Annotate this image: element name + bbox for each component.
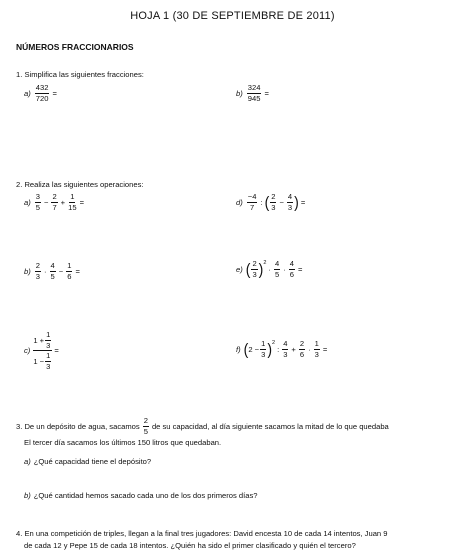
question-3-line-2: El tercer día sacamos los últimos 150 litros que quedaban. xyxy=(24,438,222,447)
denominator: 3 xyxy=(261,349,266,359)
equals-sign: = xyxy=(297,264,303,274)
fraction xyxy=(314,340,320,358)
numerator: 432 xyxy=(35,83,49,92)
fraction xyxy=(247,84,262,102)
question-3-part-b xyxy=(24,491,258,500)
open-paren: ( xyxy=(245,260,251,278)
fraction xyxy=(287,193,293,211)
equals-sign: = xyxy=(322,344,328,354)
close-paren: ) xyxy=(258,260,264,278)
numerator: 4 xyxy=(283,339,288,348)
exercise-label: b) xyxy=(24,491,31,500)
exponent: 2 xyxy=(263,260,267,266)
equals-sign: = xyxy=(54,346,59,356)
fraction xyxy=(143,417,149,435)
operator: − xyxy=(44,197,49,207)
exercise-label: c) xyxy=(24,346,31,356)
operator: + xyxy=(60,197,66,207)
q1-exercise-b xyxy=(236,84,271,102)
section-heading: NÚMEROS FRACCIONARIOS xyxy=(16,42,134,52)
fraction xyxy=(289,260,295,278)
numerator: 1 xyxy=(261,339,266,348)
numerator: 4 xyxy=(274,259,280,268)
equals-sign: = xyxy=(52,88,57,98)
question-text: 3. De un depósito de agua, sacamos xyxy=(16,421,140,431)
operator: · xyxy=(283,264,286,274)
fraction xyxy=(247,193,258,211)
denominator: 3 xyxy=(287,202,293,212)
question-3-line-1 xyxy=(16,417,389,435)
operator: · xyxy=(268,264,271,274)
operator: − xyxy=(58,266,64,276)
exponent: 2 xyxy=(272,340,276,346)
q2-exercise-c xyxy=(24,331,61,370)
exercise-label: b) xyxy=(236,88,243,98)
denominator: 5 xyxy=(274,269,280,279)
fraction xyxy=(68,193,76,211)
exercise-label: e) xyxy=(236,264,243,274)
exercise-label: b) xyxy=(24,266,31,276)
numerator: 4 xyxy=(289,259,294,268)
numerator: 4 xyxy=(50,261,55,270)
operator: · xyxy=(308,344,311,354)
question-1-text: 1. Simplifica las siguientes fracciones: xyxy=(16,70,144,79)
denominator: 3 xyxy=(314,349,319,359)
numerator: −4 xyxy=(247,192,257,201)
operator: : xyxy=(260,197,263,207)
denominator-text: 1 − xyxy=(33,356,45,366)
complex-fraction xyxy=(33,331,52,370)
denominator: 15 xyxy=(68,202,77,212)
q2-exercise-b xyxy=(24,262,82,280)
close-paren: ) xyxy=(294,193,299,211)
q2-exercise-f xyxy=(236,340,329,358)
numerator: 2 xyxy=(35,261,40,270)
numerator: 2 xyxy=(252,259,257,268)
numerator: 2 xyxy=(299,339,305,348)
complex-numerator xyxy=(33,331,52,351)
complex-denominator xyxy=(33,351,52,370)
exercise-label: a) xyxy=(24,457,31,466)
fraction xyxy=(35,193,41,211)
fraction xyxy=(282,340,288,358)
question-text: de su capacidad, al día siguiente sacamos la mitad de lo que quedaba xyxy=(151,421,389,431)
exercise-label: a) xyxy=(24,197,31,207)
equals-sign: = xyxy=(300,197,306,207)
q2-exercise-d xyxy=(236,193,307,211)
close-paren: ) xyxy=(267,340,272,358)
numerator: 2 xyxy=(143,416,148,425)
numerator: 324 xyxy=(247,83,261,92)
exercise-label: f) xyxy=(236,344,241,354)
part-text: ¿Qué capacidad tiene el depósito? xyxy=(33,457,152,466)
q2-exercise-a xyxy=(24,193,86,211)
denominator: 945 xyxy=(247,93,261,103)
numerator: 2 xyxy=(52,192,57,201)
denominator: 3 xyxy=(283,349,288,359)
numerator: 1 xyxy=(46,330,51,339)
numerator: 1 xyxy=(46,351,51,361)
leading-term: 2 − xyxy=(248,344,260,354)
denominator: 3 xyxy=(46,340,51,350)
question-2-text: 2. Realiza las siguientes operaciones: xyxy=(16,180,144,189)
page-title: HOJA 1 (30 DE SEPTIEMBRE DE 2011) xyxy=(130,10,335,22)
fraction xyxy=(45,352,51,370)
denominator: 6 xyxy=(299,349,305,359)
operator: · xyxy=(44,266,47,276)
q2-exercise-e xyxy=(236,260,304,278)
denominator: 3 xyxy=(46,361,51,371)
fraction xyxy=(35,84,50,102)
numerator: 1 xyxy=(67,261,72,270)
fraction xyxy=(260,340,266,358)
fraction xyxy=(66,262,72,280)
denominator: 5 xyxy=(50,271,55,281)
numerator: 4 xyxy=(287,192,293,201)
denominator: 6 xyxy=(67,271,72,281)
part-text: ¿Qué cantidad hemos sacado cada uno de los dos primeros días? xyxy=(33,491,258,500)
exercise-label: a) xyxy=(24,88,31,98)
numerator: 3 xyxy=(35,192,40,201)
denominator: 3 xyxy=(35,271,40,281)
fraction xyxy=(35,262,41,280)
denominator: 7 xyxy=(52,202,57,212)
question-4-line-1: 4. En una competición de triples, llegan a la final tres jugadores: David encesta 10 de cada 14 intentos, Juan 9 xyxy=(16,529,388,538)
exercise-label: d) xyxy=(236,197,243,207)
equals-sign: = xyxy=(75,266,80,276)
fraction xyxy=(299,340,305,358)
fraction xyxy=(274,260,280,278)
denominator: 720 xyxy=(35,93,49,103)
question-3-part-a xyxy=(24,457,151,466)
equals-sign: = xyxy=(79,197,84,207)
fraction xyxy=(45,331,51,349)
fraction xyxy=(51,193,57,211)
denominator: 3 xyxy=(271,202,276,212)
denominator: 6 xyxy=(289,269,294,279)
numerator: 2 xyxy=(271,192,276,201)
fraction xyxy=(251,260,257,278)
open-paren: ( xyxy=(264,193,270,211)
fraction xyxy=(50,262,56,280)
numerator-text: 1 + xyxy=(33,335,45,345)
denominator: 7 xyxy=(249,202,255,212)
equals-sign: = xyxy=(264,88,269,98)
numerator: 1 xyxy=(70,192,75,201)
operator: + xyxy=(291,344,296,354)
q1-exercise-a xyxy=(24,84,59,102)
operator: : xyxy=(277,344,280,354)
fraction xyxy=(270,193,276,211)
denominator: 5 xyxy=(143,426,148,436)
denominator: 5 xyxy=(35,202,40,212)
numerator: 1 xyxy=(314,339,319,348)
open-paren: ( xyxy=(243,340,249,358)
operator: − xyxy=(279,197,284,207)
question-4-line-2: de cada 12 y Pepe 15 de cada 18 intentos. ¿Quién ha sido el primer clasificado y quién el tercero? xyxy=(24,541,356,550)
denominator: 3 xyxy=(252,269,257,279)
